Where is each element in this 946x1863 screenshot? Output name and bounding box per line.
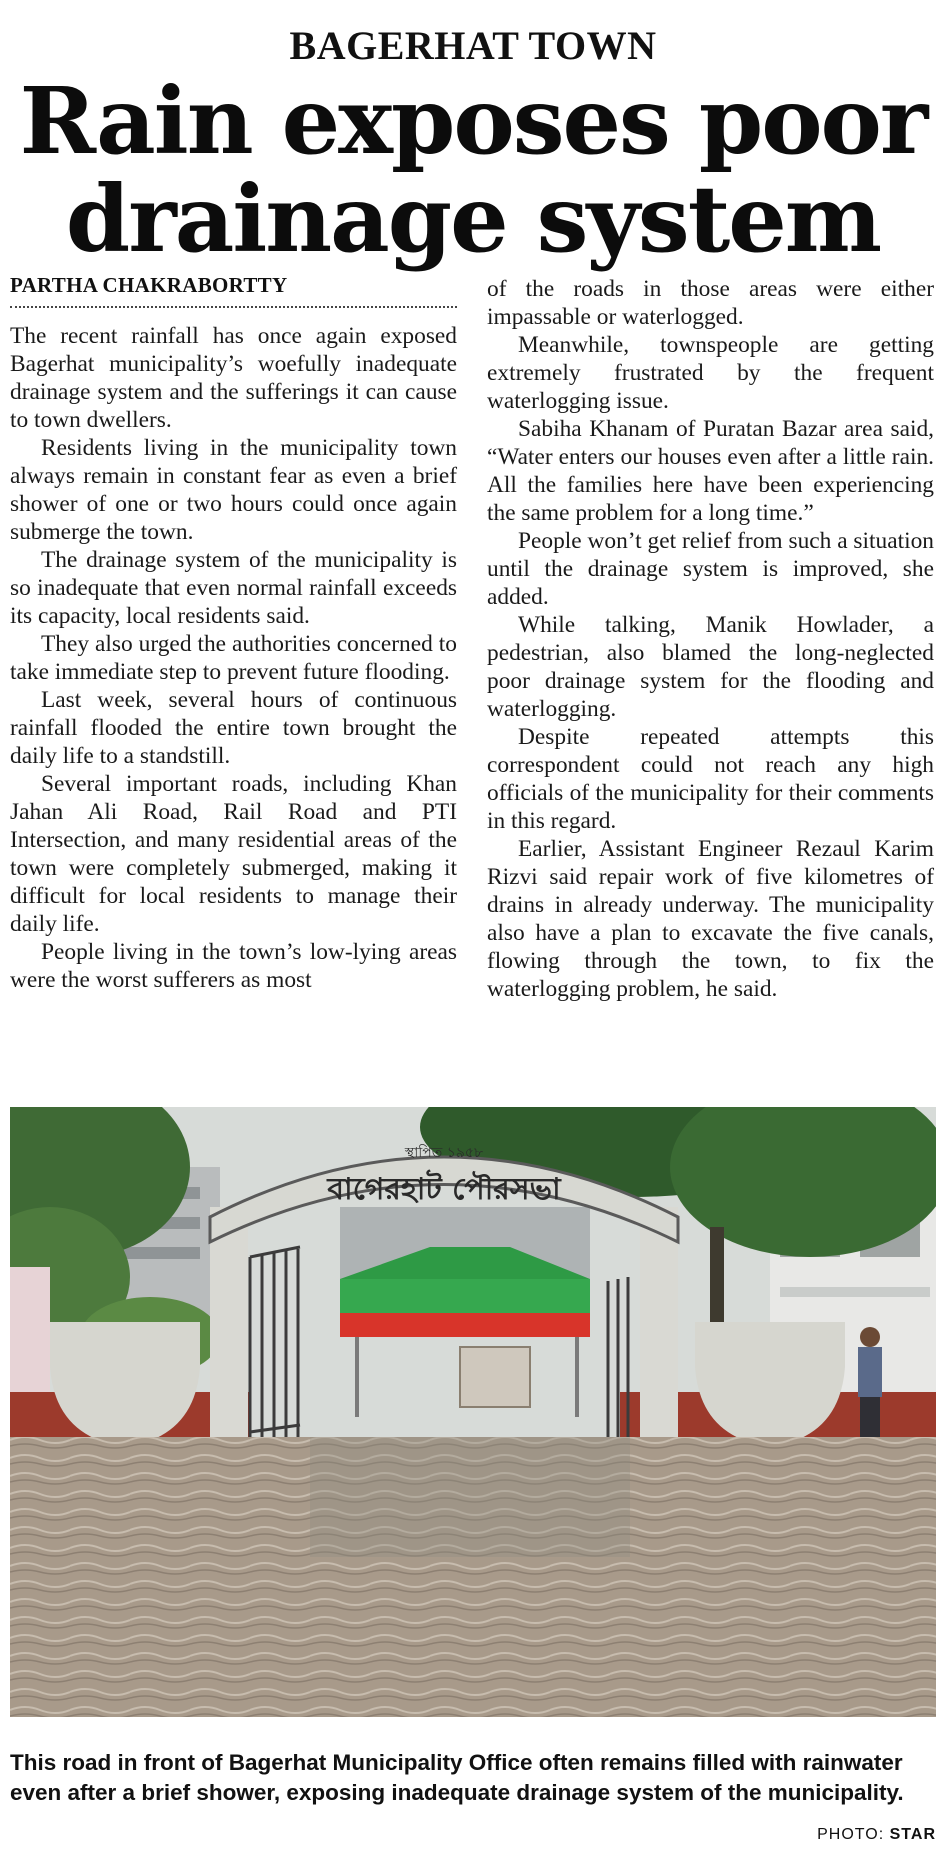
photo-credit-label: PHOTO: — [817, 1826, 885, 1843]
paragraph: While talking, Manik Howlader, a pedestrian, also blamed the long-neglected poor drainage system for the flooding and waterlogging. — [487, 612, 934, 722]
paragraph: They also urged the authorities concerned to take immediate step to prevent future flooding. — [10, 631, 457, 685]
paragraph: Residents living in the municipality town always remain in constant fear as even a brief shower of one or two hours could once again submerge the town. — [10, 435, 457, 545]
byline: PARTHA CHAKRABORTTY — [10, 272, 457, 308]
photo-credit-source: STAR — [889, 1826, 936, 1843]
paragraph: People won’t get relief from such a situation until the drainage system is improved, she added. — [487, 528, 934, 610]
headline-line-1: Rain exposes poor — [19, 67, 927, 175]
photo-credit — [817, 1826, 936, 1844]
section-kicker: BAGERHAT TOWN — [289, 23, 657, 68]
article-column-right — [487, 275, 934, 1003]
paragraph: The drainage system of the municipality is so inadequate that even normal rainfall exceeds its capacity, local residents said. — [10, 547, 457, 629]
arch-sign-text: বাগেরহাট পৌরসভা — [327, 1172, 561, 1207]
paragraph: Despite repeated attempts this correspondent could not reach any high officials of the municipality for their comments in this regard. — [487, 724, 934, 834]
news-photo — [10, 1107, 936, 1717]
headline-line-2: drainage system — [65, 165, 881, 273]
paragraph: Meanwhile, townspeople are getting extremely frustrated by the frequent waterlogging issue. — [487, 332, 934, 414]
arch-year-text: স্থাপিত ১৯৫৮ — [404, 1145, 484, 1161]
article-column-left — [10, 322, 457, 994]
paragraph: of the roads in those areas were either impassable or waterlogged. — [487, 276, 934, 330]
paragraph: Several important roads, including Khan Jahan Ali Road, Rail Road and PTI Intersection, and many residential areas of the town were completely submerged, making it difficult for local residents to manage their daily life. — [10, 771, 457, 937]
paragraph: Earlier, Assistant Engineer Rezaul Karim Rizvi said repair work of five kilometres of drains in already underway. The municipality also have a plan to excavate the five canals, flowing through the town, to fix the waterlogging problem, he said. — [487, 836, 934, 1002]
photo-caption: This road in front of Bagerhat Municipality Office often remains filled with rainwater even after a brief shower, exposing inadequate drainage system of the municipality. — [10, 1750, 904, 1805]
flooded-street-illustration — [10, 1107, 936, 1717]
headline — [0, 67, 946, 273]
paragraph: Last week, several hours of continuous rainfall flooded the entire town brought the daily life to a standstill. — [10, 687, 457, 769]
paragraph: Sabiha Khanam of Puratan Bazar area said, “Water enters our houses even after a little rain. All the families here have been experiencing the same problem for a long time.” — [487, 416, 934, 526]
paragraph: People living in the town’s low-lying areas were the worst sufferers as most — [10, 939, 457, 993]
paragraph: The recent rainfall has once again exposed Bagerhat municipality’s woefully inadequate drainage system and the sufferings it can cause to town dwellers. — [10, 323, 457, 433]
